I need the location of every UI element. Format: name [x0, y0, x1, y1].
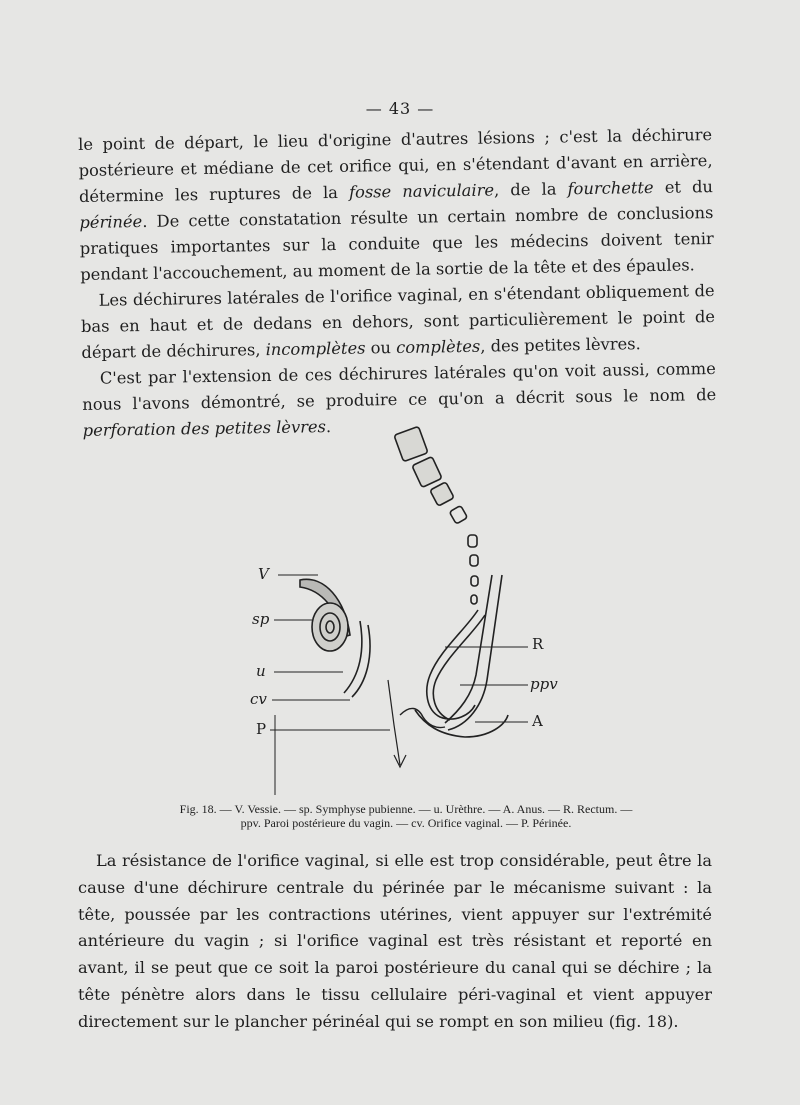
p1-text-a: le point de départ, le lieu d'origine d'autres lésions ; c'est la déchirure postérieure et médiane de cet orifice qui, en s'étendant d'avant en arrière, détermine les ruptures de la	[78, 125, 713, 206]
p3-em-perforation: perforation des petites lèvres	[82, 417, 327, 440]
p2-text-a: Les déchirures latérales de l'orifice vaginal, en s'étendant obliquement de bas en haut et de dedans en dehors, sont particulièrement le point de départ de déchirures,	[80, 281, 716, 362]
p2-text-c: ou	[365, 338, 397, 358]
p3-text-c: .	[325, 417, 332, 437]
p2-em-completes: complètes	[395, 336, 481, 358]
p1-text-g: . De cette constatation résulte un certain nombre de conclusions pratiques importantes sur la conduite que les médecins doivent tenir pendant l'accouchement, au moment de la sortie de la tête et des épaules.	[79, 203, 714, 284]
label-v: V	[258, 565, 269, 583]
lower-text-block	[78, 848, 712, 1036]
anatomical-diagram	[240, 425, 570, 810]
p1-em-fourchette: fourchette	[567, 177, 654, 199]
caption-line-1: Fig. 18. — V. Vessie. — sp. Symphyse pubienne. — u. Urèthre. — A. Anus. — R. Rectum. —	[179, 802, 633, 816]
figure-caption	[116, 802, 696, 830]
p1-text-e: et du	[653, 177, 714, 197]
upper-text-block	[78, 122, 717, 444]
label-r: R	[532, 635, 544, 653]
label-a: A	[532, 712, 543, 730]
label-cv: cv	[250, 690, 267, 708]
caption-line-2: ppv. Paroi postérieure du vagin. — cv. Orifice vaginal. — P. Périnée.	[240, 816, 572, 830]
p2-text-e: , des petites lèvres.	[480, 334, 641, 356]
paragraph-1	[78, 122, 714, 288]
figure-18	[240, 425, 570, 810]
paragraph-4: La résistance de l'orifice vaginal, si elle est trop considérable, peut être la cause d'une déchirure centrale du périnée par le mécanisme suivant : la tête, poussée par les contractions utérines, vient appuyer sur l'extrémité antérieure du vagin ; si l'orifice vaginal est très résistant et reporté en avant, il se peut que ce soit la paroi postérieure du canal qui se déchire ; la tête pénètre alors dans le tissu cellulaire péri-vaginal et vient appuyer directement sur le plancher périnéal qui se rompt en son milieu (fig. 18).	[78, 851, 712, 1031]
label-ppv: ppv	[530, 675, 558, 693]
p3-text-a: C'est par l'extension de ces déchirures latérales qu'on voit aussi, comme nous l'avons démontré, se produire ce qu'on a décrit sous le nom de	[82, 359, 717, 414]
p1-text-c: , de la	[493, 179, 568, 200]
p2-em-incompletes: incomplètes	[265, 338, 366, 360]
paragraph-2	[80, 278, 715, 366]
p1-em-fosse: fosse naviculaire	[348, 180, 495, 202]
label-u: u	[256, 662, 266, 680]
p1-em-perinee: périnée	[79, 212, 143, 232]
label-sp: sp	[252, 610, 270, 628]
label-p: P	[256, 720, 267, 738]
page-number: — 43 —	[365, 99, 435, 118]
